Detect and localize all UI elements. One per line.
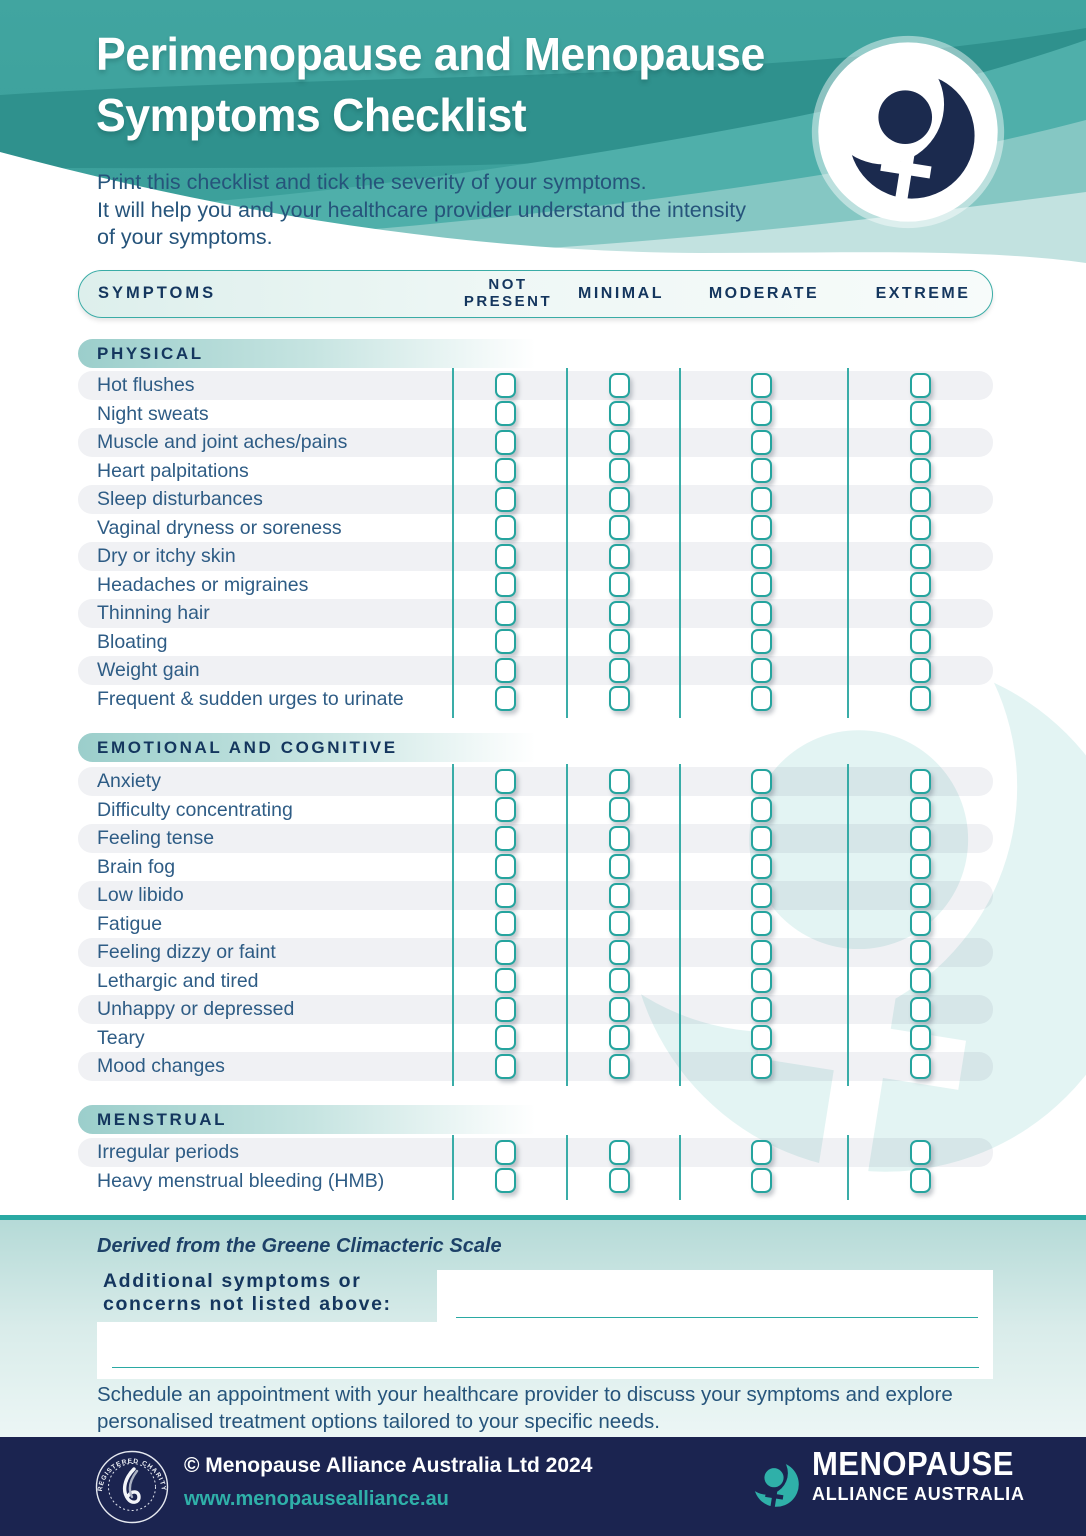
rows-physical xyxy=(78,371,993,713)
checkbox-minimal[interactable] xyxy=(609,968,630,993)
checkbox-minimal[interactable] xyxy=(609,515,630,540)
copyright-text: © Menopause Alliance Australia Ltd 2024 xyxy=(184,1454,593,1477)
checkbox-moderate[interactable] xyxy=(751,911,772,936)
checkbox-moderate[interactable] xyxy=(751,1140,772,1165)
symptom-label: Teary xyxy=(97,1026,145,1049)
checkbox-extreme[interactable] xyxy=(910,601,931,626)
symptom-row xyxy=(78,853,993,882)
registered-charity-badge-icon xyxy=(94,1449,170,1530)
intro-line1: Print this checklist and tick the severity of your symptoms. xyxy=(97,170,647,194)
checkbox-moderate[interactable] xyxy=(751,769,772,794)
symptom-label: Heavy menstrual bleeding (HMB) xyxy=(97,1169,385,1192)
checkbox-minimal[interactable] xyxy=(609,487,630,512)
column-divider xyxy=(679,368,681,718)
checkbox-extreme[interactable] xyxy=(910,658,931,683)
checkbox-not-present[interactable] xyxy=(495,968,516,993)
checkbox-not-present[interactable] xyxy=(495,911,516,936)
intro-line3: of your symptoms. xyxy=(97,225,273,249)
derived-note: Derived from the Greene Climacteric Scale xyxy=(97,1234,502,1257)
checkbox-moderate[interactable] xyxy=(751,658,772,683)
column-divider xyxy=(679,764,681,1086)
checkbox-minimal[interactable] xyxy=(609,797,630,822)
symptom-row xyxy=(78,571,993,600)
table-header xyxy=(78,270,993,318)
checkbox-moderate[interactable] xyxy=(751,458,772,483)
checkbox-minimal[interactable] xyxy=(609,458,630,483)
symptom-label: Feeling tense xyxy=(97,827,215,849)
checkbox-moderate[interactable] xyxy=(751,883,772,908)
checkbox-minimal[interactable] xyxy=(609,1025,630,1050)
section-header-emotional-cognitive: EMOTIONAL AND COGNITIVE xyxy=(78,733,598,762)
footer-bar xyxy=(0,1437,1086,1536)
symptom-row xyxy=(78,628,993,657)
symptom-row xyxy=(78,824,993,853)
checkbox-moderate[interactable] xyxy=(751,1168,772,1193)
intro-text xyxy=(97,169,746,252)
checkbox-moderate[interactable] xyxy=(751,968,772,993)
checkbox-moderate[interactable] xyxy=(751,572,772,597)
symptom-row xyxy=(78,910,993,939)
website-link[interactable]: www.menopausealliance.au xyxy=(184,1488,449,1510)
checkbox-not-present[interactable] xyxy=(495,601,516,626)
footer-brand-name: MENOPAUSE xyxy=(812,1445,1014,1482)
checkbox-minimal[interactable] xyxy=(609,430,630,455)
checkbox-minimal[interactable] xyxy=(609,911,630,936)
rows-emotional-cognitive xyxy=(78,767,993,1081)
checkbox-minimal[interactable] xyxy=(609,686,630,711)
column-divider xyxy=(566,368,568,718)
checkbox-minimal[interactable] xyxy=(609,997,630,1022)
checkbox-extreme[interactable] xyxy=(910,854,931,879)
checkbox-minimal[interactable] xyxy=(609,601,630,626)
checkbox-not-present[interactable] xyxy=(495,797,516,822)
section-header-physical: PHYSICAL xyxy=(78,339,598,368)
checkbox-moderate[interactable] xyxy=(751,430,772,455)
checkbox-minimal[interactable] xyxy=(609,629,630,654)
rows-menstrual xyxy=(78,1138,993,1195)
checkbox-moderate[interactable] xyxy=(751,515,772,540)
column-divider xyxy=(566,1135,568,1200)
symptom-label: Night sweats xyxy=(97,402,209,425)
checkbox-minimal[interactable] xyxy=(609,658,630,683)
footer-brand-subtitle: ALLIANCE AUSTRALIA xyxy=(812,1483,1025,1504)
symptom-row xyxy=(78,599,993,628)
page-title-line1: Perimenopause and Menopause xyxy=(96,28,765,80)
checkbox-minimal[interactable] xyxy=(609,826,630,851)
symptom-label: Dry or itchy skin xyxy=(97,545,236,567)
symptom-label: Anxiety xyxy=(97,770,161,792)
checkbox-extreme[interactable] xyxy=(910,883,931,908)
checkbox-not-present[interactable] xyxy=(495,658,516,683)
checkbox-extreme[interactable] xyxy=(910,629,931,654)
checkbox-not-present[interactable] xyxy=(495,854,516,879)
intro-line2: It will help you and your healthcare provider understand the intensity xyxy=(97,197,746,222)
symptom-label: Unhappy or depressed xyxy=(97,998,295,1020)
checkbox-extreme[interactable] xyxy=(910,1054,931,1079)
checkbox-not-present[interactable] xyxy=(495,401,516,426)
checkbox-extreme[interactable] xyxy=(910,1025,931,1050)
checkbox-moderate[interactable] xyxy=(751,686,772,711)
symptom-label: Low libido xyxy=(97,884,184,906)
checkbox-moderate[interactable] xyxy=(751,629,772,654)
checkbox-not-present[interactable] xyxy=(495,1140,516,1165)
additional-symptoms-line-2[interactable] xyxy=(112,1367,979,1369)
checkbox-not-present[interactable] xyxy=(495,515,516,540)
checkbox-not-present[interactable] xyxy=(495,1025,516,1050)
checkbox-extreme[interactable] xyxy=(910,515,931,540)
checkbox-minimal[interactable] xyxy=(609,940,630,965)
checkbox-extreme[interactable] xyxy=(910,430,931,455)
symptom-row xyxy=(78,685,993,714)
checkbox-extreme[interactable] xyxy=(910,911,931,936)
checkbox-minimal[interactable] xyxy=(609,769,630,794)
symptom-label: Hot flushes xyxy=(97,374,195,396)
column-divider xyxy=(452,368,454,718)
symptom-row xyxy=(78,457,993,486)
checkbox-moderate[interactable] xyxy=(751,1054,772,1079)
column-header-not-present: NOT PRESENT xyxy=(463,276,553,310)
checkbox-extreme[interactable] xyxy=(910,797,931,822)
checkbox-extreme[interactable] xyxy=(910,544,931,569)
page-title-line2: Symptoms Checklist xyxy=(96,89,527,141)
column-divider xyxy=(566,764,568,1086)
checkbox-extreme[interactable] xyxy=(910,997,931,1022)
checkbox-not-present[interactable] xyxy=(495,487,516,512)
checkbox-not-present[interactable] xyxy=(495,826,516,851)
symptom-label: Bloating xyxy=(97,630,168,653)
checkbox-moderate[interactable] xyxy=(751,940,772,965)
symptom-label: Lethargic and tired xyxy=(97,969,259,992)
checkbox-moderate[interactable] xyxy=(751,854,772,879)
symptom-row xyxy=(78,938,993,967)
additional-symptoms-label: Additional symptoms or concerns not listed above: xyxy=(103,1269,392,1315)
column-header-extreme: EXTREME xyxy=(875,284,971,302)
symptom-row xyxy=(78,995,993,1024)
checkbox-minimal[interactable] xyxy=(609,1140,630,1165)
checkbox-not-present[interactable] xyxy=(495,544,516,569)
checkbox-minimal[interactable] xyxy=(609,854,630,879)
symptoms-column-header: SYMPTOMS xyxy=(98,284,217,302)
symptom-row xyxy=(78,428,993,457)
symptom-label: Irregular periods xyxy=(97,1141,239,1163)
symptom-label: Frequent & sudden urges to urinate xyxy=(97,687,404,710)
checkbox-moderate[interactable] xyxy=(751,997,772,1022)
checkbox-not-present[interactable] xyxy=(495,686,516,711)
symptom-row xyxy=(78,1167,993,1196)
checkbox-minimal[interactable] xyxy=(609,572,630,597)
checkbox-moderate[interactable] xyxy=(751,1025,772,1050)
checkbox-not-present[interactable] xyxy=(495,769,516,794)
checkbox-minimal[interactable] xyxy=(609,883,630,908)
checkbox-not-present[interactable] xyxy=(495,940,516,965)
symptom-label: Feeling dizzy or faint xyxy=(97,941,276,963)
symptom-label: Mood changes xyxy=(97,1055,225,1077)
additional-symptoms-box-bottom xyxy=(97,1322,993,1379)
checkbox-not-present[interactable] xyxy=(495,373,516,398)
checkbox-moderate[interactable] xyxy=(751,826,772,851)
checkbox-extreme[interactable] xyxy=(910,1140,931,1165)
symptom-row xyxy=(78,881,993,910)
column-header-moderate: MODERATE xyxy=(708,284,820,302)
symptom-label: Weight gain xyxy=(97,659,200,681)
checkbox-not-present[interactable] xyxy=(495,1054,516,1079)
bottom-band xyxy=(0,1220,1086,1438)
symptom-row xyxy=(78,656,993,685)
schedule-note: Schedule an appointment with your healthcare provider to discuss your symptoms and explore personalised treatment options tailored to your specific needs. xyxy=(97,1382,953,1433)
symptom-row xyxy=(78,1024,993,1053)
checkbox-moderate[interactable] xyxy=(751,487,772,512)
checkbox-moderate[interactable] xyxy=(751,544,772,569)
additional-symptoms-line-1[interactable] xyxy=(456,1317,978,1319)
column-header-minimal: MINIMAL xyxy=(578,284,664,302)
column-divider xyxy=(452,764,454,1086)
symptom-row xyxy=(78,796,993,825)
checkbox-extreme[interactable] xyxy=(910,769,931,794)
column-divider xyxy=(847,368,849,718)
svg-text:REGISTERED CHARITY: REGISTERED CHARITY xyxy=(96,1457,168,1492)
checkbox-not-present[interactable] xyxy=(495,572,516,597)
footer-brand-logo-icon xyxy=(740,1448,810,1523)
checkbox-not-present[interactable] xyxy=(495,997,516,1022)
symptom-row xyxy=(78,400,993,429)
checkbox-moderate[interactable] xyxy=(751,601,772,626)
checkbox-minimal[interactable] xyxy=(609,401,630,426)
page-title xyxy=(96,24,765,146)
symptom-row xyxy=(78,371,993,400)
checkbox-minimal[interactable] xyxy=(609,373,630,398)
checkbox-extreme[interactable] xyxy=(910,373,931,398)
symptom-label: Thinning hair xyxy=(97,602,210,624)
checkbox-extreme[interactable] xyxy=(910,401,931,426)
checkbox-not-present[interactable] xyxy=(495,629,516,654)
checkbox-minimal[interactable] xyxy=(609,544,630,569)
column-divider xyxy=(679,1135,681,1200)
checkbox-extreme[interactable] xyxy=(910,458,931,483)
checkbox-not-present[interactable] xyxy=(495,458,516,483)
symptom-row xyxy=(78,1138,993,1167)
checkbox-moderate[interactable] xyxy=(751,797,772,822)
checkbox-not-present[interactable] xyxy=(495,1168,516,1193)
symptom-row xyxy=(78,514,993,543)
checkbox-not-present[interactable] xyxy=(495,883,516,908)
symptom-label: Muscle and joint aches/pains xyxy=(97,431,348,453)
symptom-label: Difficulty concentrating xyxy=(97,798,293,821)
checkbox-extreme[interactable] xyxy=(910,686,931,711)
column-divider xyxy=(847,764,849,1086)
checkbox-minimal[interactable] xyxy=(609,1054,630,1079)
additional-symptoms-box-top xyxy=(437,1270,993,1322)
checkbox-not-present[interactable] xyxy=(495,430,516,455)
symptom-row xyxy=(78,967,993,996)
checkbox-extreme[interactable] xyxy=(910,826,931,851)
symptom-label: Vaginal dryness or soreness xyxy=(97,516,342,539)
section-header-menstrual: MENSTRUAL xyxy=(78,1105,598,1134)
checkbox-moderate[interactable] xyxy=(751,401,772,426)
checkbox-extreme[interactable] xyxy=(910,572,931,597)
symptom-label: Headaches or migraines xyxy=(97,573,309,596)
menopause-alliance-logo-icon xyxy=(810,34,1006,235)
symptom-label: Sleep disturbances xyxy=(97,488,263,510)
symptom-row xyxy=(78,542,993,571)
checkbox-minimal[interactable] xyxy=(609,1168,630,1193)
symptom-label: Fatigue xyxy=(97,912,163,935)
checkbox-moderate[interactable] xyxy=(751,373,772,398)
column-divider xyxy=(452,1135,454,1200)
symptom-row xyxy=(78,485,993,514)
checkbox-extreme[interactable] xyxy=(910,1168,931,1193)
symptom-row xyxy=(78,767,993,796)
symptom-row xyxy=(78,1052,993,1081)
symptom-label: Heart palpitations xyxy=(97,459,249,482)
column-divider xyxy=(847,1135,849,1200)
symptom-label: Brain fog xyxy=(97,855,176,878)
checkbox-extreme[interactable] xyxy=(910,487,931,512)
checkbox-extreme[interactable] xyxy=(910,968,931,993)
checkbox-extreme[interactable] xyxy=(910,940,931,965)
